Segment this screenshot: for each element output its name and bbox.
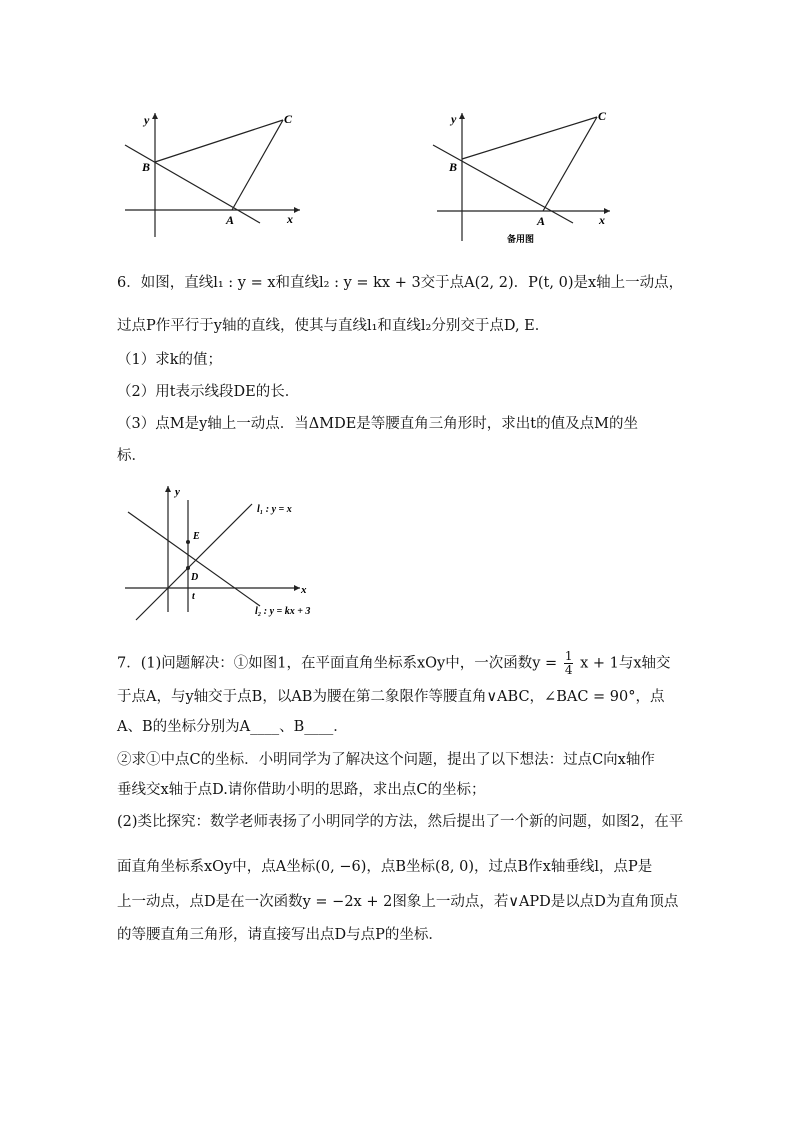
point-c-label: C bbox=[284, 112, 293, 126]
q6-sub-1: （1）求k的值； bbox=[117, 352, 223, 368]
q7-line-1b: x + 1与x轴交 bbox=[580, 655, 671, 672]
q7-line-1a: 7．(1)问题解决：①如图1，在平面直角坐标系xOy中，一次函数y = bbox=[117, 655, 558, 672]
x-label: x bbox=[301, 584, 307, 596]
y-label: y bbox=[144, 113, 150, 127]
q7-line-5: 垂线交x轴于点D.请你借助小明的思路，求出点C的坐标； bbox=[117, 782, 486, 798]
q6-line-2: 过点P作平行于y轴的直线，使其与直线l₁和直线l₂分别交于点D, E． bbox=[117, 318, 550, 334]
fraction bbox=[564, 650, 574, 677]
y-label: y bbox=[175, 486, 180, 498]
q7-line-9: 的等腰直角三角形，请直接写出点D与点P的坐标． bbox=[117, 927, 443, 943]
segment-bc bbox=[155, 120, 283, 162]
q7-line-2: 于点A，与y轴交于点B，以AB为腰在第二象限作等腰直角∨ABC，∠BAC = 90°，点 bbox=[117, 689, 665, 705]
x-label: x bbox=[599, 213, 605, 227]
line-l2-label: l₂ : y = kx + 3 bbox=[255, 606, 311, 617]
point-b-label: B bbox=[142, 160, 151, 174]
fraction-denominator: 4 bbox=[564, 663, 573, 677]
point-b-label: B bbox=[449, 160, 458, 174]
q6-sub-2: （2）用t表示线段DE的长． bbox=[117, 384, 300, 400]
q7-line-6: (2)类比探究：数学老师表扬了小明同学的方法，然后提出了一个新的问题，如图2，在平 bbox=[117, 814, 684, 830]
point-a-label: A bbox=[226, 213, 235, 227]
q7-line-8: 上一动点，点D是在一次函数y = −2x + 2图象上一动点，若∨APD是以点D为直角顶点 bbox=[117, 894, 679, 910]
point-c-label: C bbox=[598, 109, 607, 123]
point-t-label: t bbox=[192, 591, 195, 602]
point-e bbox=[186, 540, 190, 544]
q7-line-1 bbox=[117, 650, 671, 677]
x-label: x bbox=[287, 212, 293, 226]
line-l1-label: l₁ : y = x bbox=[257, 504, 292, 515]
segment-ca bbox=[232, 120, 283, 210]
point-e-label: E bbox=[193, 531, 200, 542]
fraction-numerator: 1 bbox=[564, 649, 573, 663]
point-d-label: D bbox=[191, 572, 199, 583]
y-label: y bbox=[451, 112, 457, 126]
q7-line-3: A、B的坐标分别为A____、B____． bbox=[117, 719, 348, 735]
point-d bbox=[186, 566, 190, 570]
q7-line-4: ②求①中点C的坐标．小明同学为了解决这个问题，提出了以下想法：过点C向x轴作 bbox=[117, 752, 655, 768]
q6-sub-3b: 标． bbox=[117, 448, 146, 464]
point-a-label: A bbox=[537, 214, 546, 228]
figure-top-left bbox=[115, 105, 315, 245]
q6-sub-3a: （3）点M是y轴上一动点．当ΔMDE是等腰直角三角形时，求出t的值及点M的坐 bbox=[117, 416, 638, 432]
line-ba bbox=[125, 145, 260, 223]
q6-line-1: 6．如图，直线l₁ : y = x和直线l₂ : y = kx + 3交于点A(2, 2)．P(t, 0)是x轴上一动点， bbox=[117, 275, 684, 291]
figure-q6 bbox=[120, 482, 340, 622]
figure-top-right bbox=[425, 105, 625, 250]
line-l1 bbox=[136, 504, 252, 620]
q7-line-7: 面直角坐标系xOy中，点A坐标(0, −6)，点B坐标(8, 0)，过点B作x轴垂线l，点P是 bbox=[117, 859, 653, 875]
figure-caption: 备用图 bbox=[507, 235, 535, 245]
